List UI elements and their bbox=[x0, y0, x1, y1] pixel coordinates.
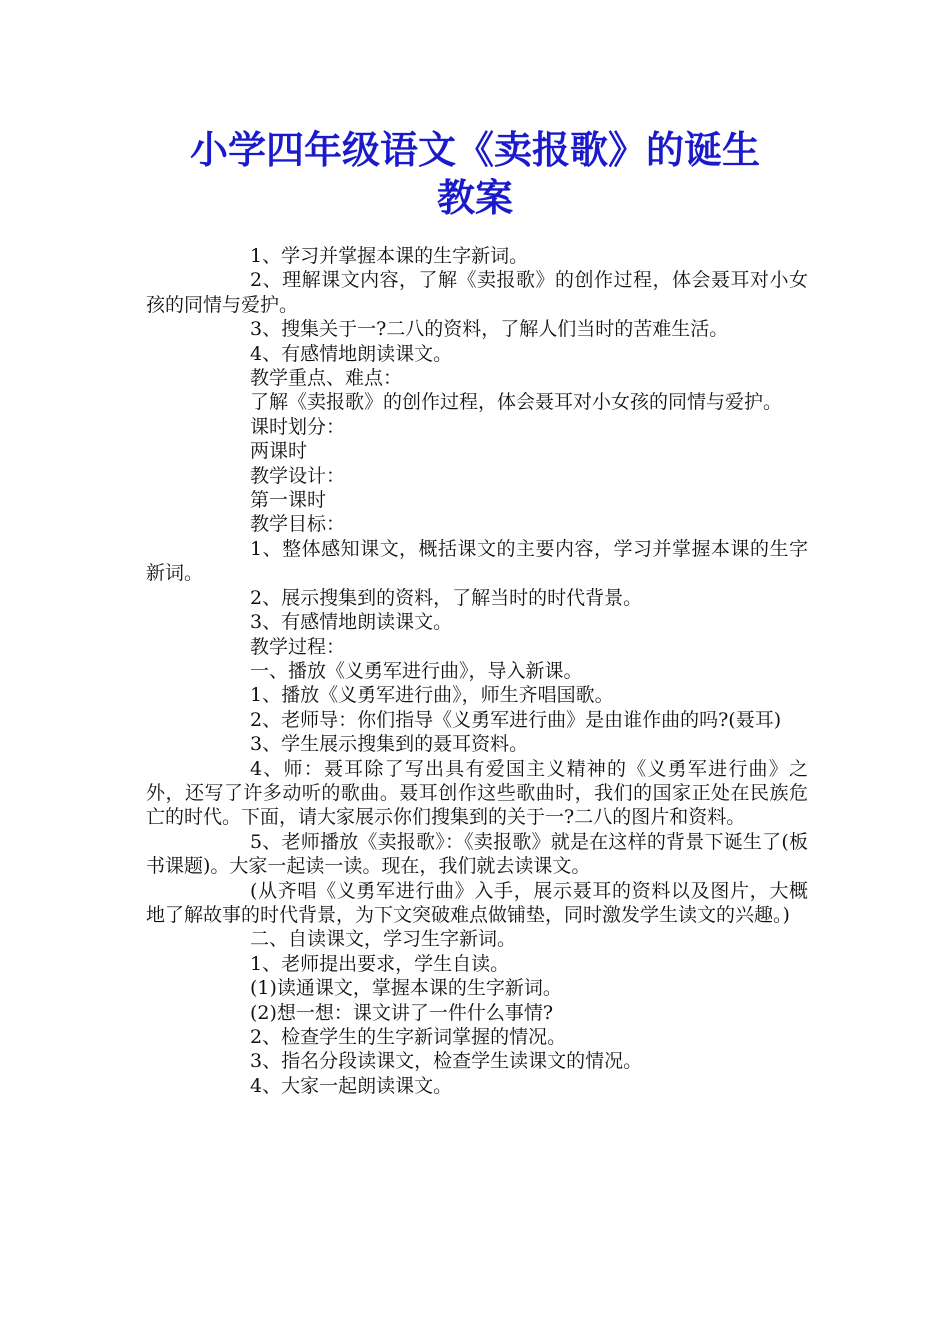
paragraph: 2、展示搜集到的资料，了解当时的时代背景。 bbox=[250, 586, 643, 609]
paragraph: 2、检查学生的生字新词掌握的情况。 bbox=[250, 1026, 567, 1048]
document-title bbox=[120, 126, 830, 222]
paragraph: 课时划分： bbox=[250, 415, 346, 438]
paragraph: 1、学习并掌握本课的生字新词。 bbox=[250, 245, 529, 267]
paragraph: 3、指名分段读课文，检查学生读课文的情况。 bbox=[250, 1050, 643, 1073]
paragraph: 教学重点、难点： bbox=[250, 367, 403, 390]
paragraph: 3、学生展示搜集到的聂耳资料。 bbox=[250, 733, 529, 756]
paragraph: 4、师：聂耳除了写出具有爱国主义精神的《义勇军进行曲》之外，还写了许多动听的歌曲。聂耳创作这些歌曲时，我们的国家正处在民族危亡的时代。下面，请大家展示你们搜集到的关于一?二八的图片和资料。 bbox=[146, 757, 808, 829]
paragraph: 两课时 bbox=[250, 440, 308, 463]
paragraph: 4、大家一起朗读课文。 bbox=[250, 1074, 453, 1097]
paragraph: 5、老师播放《卖报歌》：《卖报歌》就是在这样的背景下诞生了(板书课题)。大家一起读一读。现在，我们就去读课文。 bbox=[146, 830, 808, 878]
document-body bbox=[146, 244, 808, 1098]
paragraph: 了解《卖报歌》的创作过程，体会聂耳对小女孩的同情与爱护。 bbox=[250, 391, 783, 414]
paragraph: 3、有感情地朗读课文。 bbox=[250, 611, 453, 634]
paragraph: 3、搜集关于一?二八的资料，了解人们当时的苦难生活。 bbox=[250, 318, 729, 341]
title-line-1: 小学四年级语文《卖报歌》的诞生 bbox=[189, 128, 760, 172]
paragraph: (从齐唱《义勇军进行曲》入手，展示聂耳的资料以及图片，大概地了解故事的时代背景，为下文突破难点做铺垫，同时激发学生读文的兴趣。) bbox=[146, 879, 808, 926]
paragraph: (1)读通课文，掌握本课的生字新词。 bbox=[250, 977, 562, 1000]
paragraph: 1、播放《义勇军进行曲》，师生齐唱国歌。 bbox=[250, 684, 614, 707]
title-line-2: 教案 bbox=[436, 176, 513, 220]
paragraph: 教学过程： bbox=[250, 635, 346, 658]
paragraph: 1、整体感知课文，概括课文的主要内容，学习并掌握本课的生字新词。 bbox=[146, 537, 808, 585]
paragraph: 二、自读课文，学习生字新词。 bbox=[250, 928, 517, 951]
paragraph: 第一课时 bbox=[250, 489, 327, 512]
paragraph: (2)想一想：课文讲了一件什么事情? bbox=[250, 1001, 554, 1024]
paragraph: 2、老师导：你们指导《义勇军进行曲》是由谁作曲的吗?(聂耳) bbox=[250, 708, 782, 731]
paragraph: 一、播放《义勇军进行曲》，导入新课。 bbox=[250, 659, 583, 682]
paragraph: 教学设计： bbox=[250, 464, 346, 487]
paragraph: 4、有感情地朗读课文。 bbox=[250, 342, 453, 365]
paragraph: 2、理解课文内容，了解《卖报歌》的创作过程，体会聂耳对小女孩的同情与爱护。 bbox=[146, 269, 808, 316]
paragraph: 1、老师提出要求，学生自读。 bbox=[250, 952, 510, 975]
paragraph: 教学目标： bbox=[250, 513, 346, 536]
